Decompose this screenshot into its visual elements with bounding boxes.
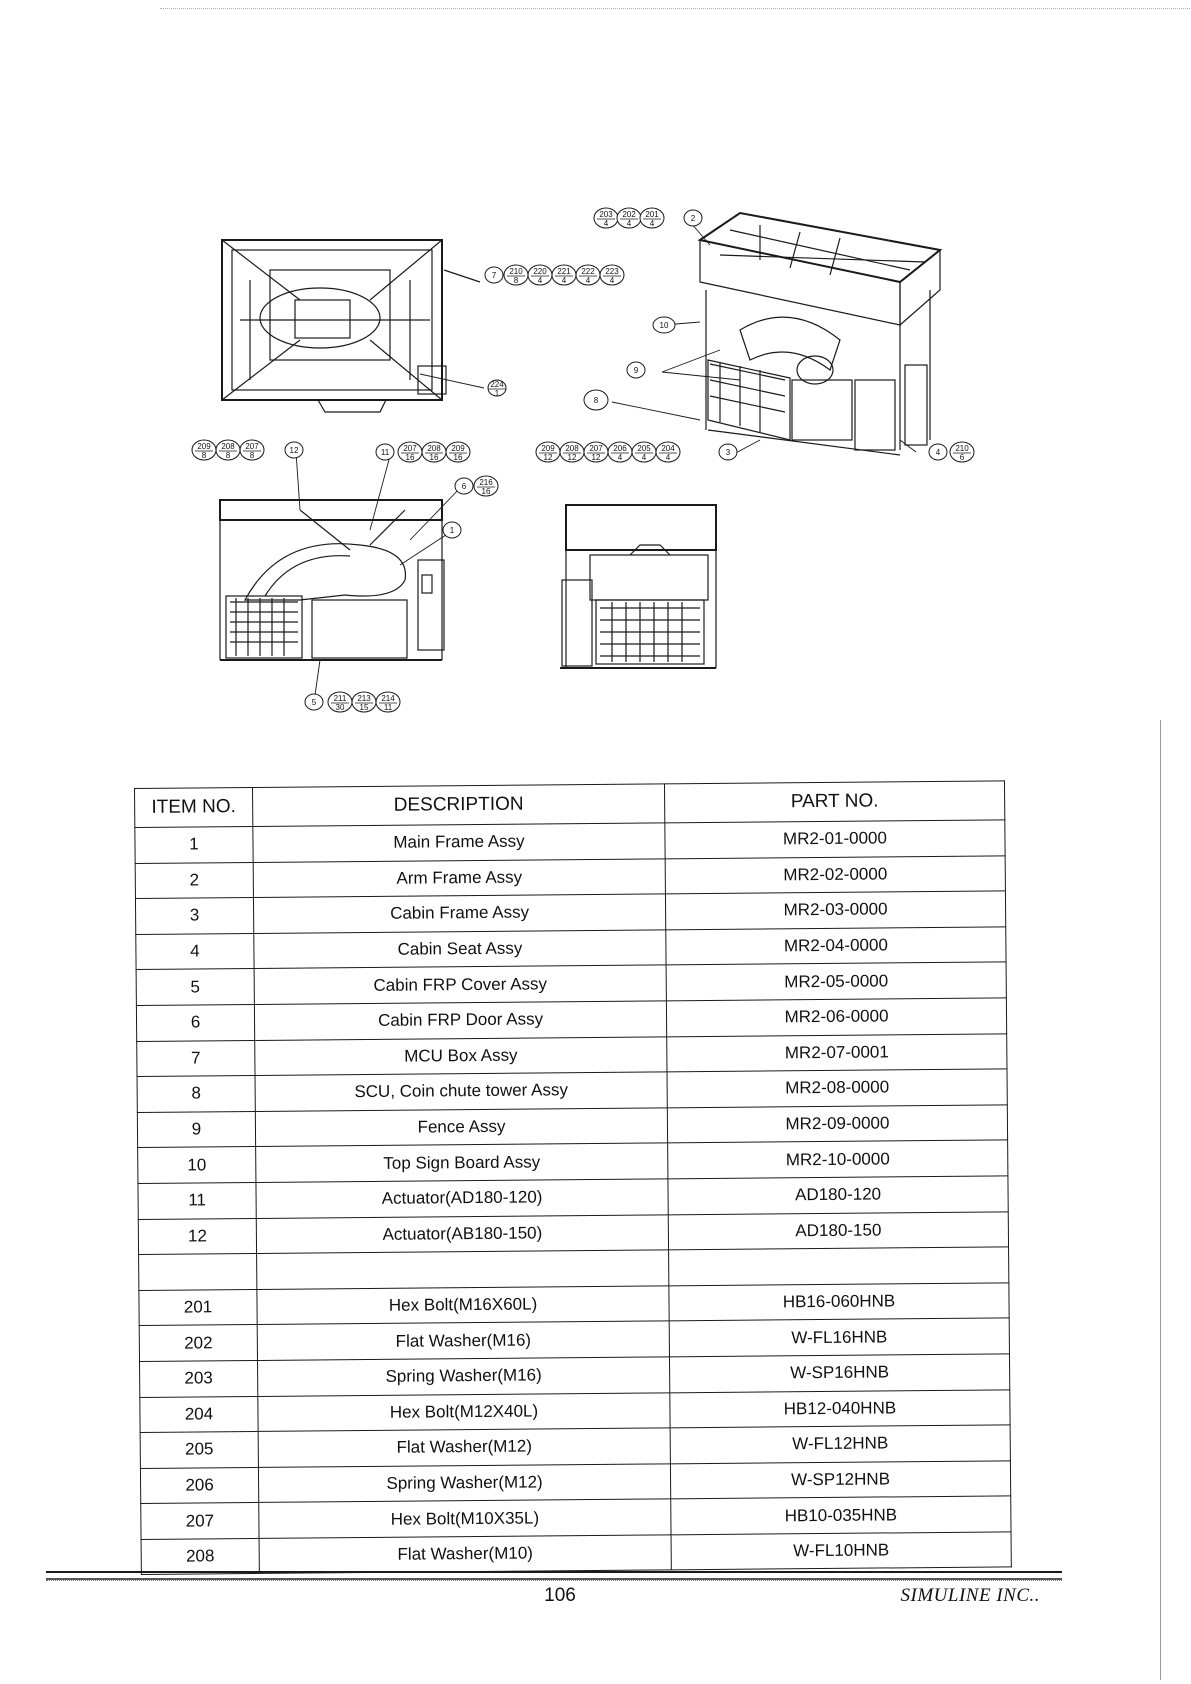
- cell-description: Flat Washer(M10): [259, 1535, 671, 1574]
- cell-item-no: 6: [136, 1004, 254, 1041]
- cell-part-no: HB12-040HNB: [670, 1389, 1010, 1428]
- cell-part-no: W-FL12HNB: [670, 1425, 1010, 1464]
- callout-number: 204: [661, 444, 675, 453]
- callout-quantity: 4: [641, 453, 647, 462]
- callout-number: 7: [491, 271, 497, 280]
- header-item-no: ITEM NO.: [135, 787, 253, 827]
- cell-part-no: [669, 1247, 1009, 1286]
- footer-rule: [46, 1571, 1062, 1580]
- cell-part-no: MR2-07-0001: [667, 1033, 1007, 1072]
- callout-quantity: 4: [649, 219, 655, 228]
- cell-description: Cabin FRP Cover Assy: [254, 965, 666, 1004]
- callout-quantity: 4: [561, 276, 567, 285]
- callout-number: 207: [245, 442, 259, 451]
- callout-number: 209: [197, 442, 211, 451]
- cell-part-no: MR2-06-0000: [666, 998, 1006, 1037]
- callout-number: 210: [955, 444, 969, 453]
- cell-part-no: MR2-03-0000: [665, 891, 1005, 930]
- callout-number: 4: [935, 448, 941, 457]
- cell-item-no: 12: [138, 1218, 256, 1255]
- callout-quantity: 8: [249, 451, 255, 460]
- cell-description: Cabin Seat Assy: [254, 930, 666, 969]
- cell-description: Fence Assy: [255, 1108, 667, 1147]
- cell-item-no: 3: [135, 898, 253, 935]
- callout-quantity: 12: [567, 453, 577, 462]
- cell-item-no: 1: [135, 826, 253, 863]
- callout-quantity: 15: [359, 703, 369, 712]
- callout-number: 9: [633, 366, 639, 375]
- callout-quantity: 16: [429, 453, 439, 462]
- callout-number: 211: [333, 694, 347, 703]
- cell-part-no: HB10-035HNB: [671, 1496, 1011, 1535]
- cell-item-no: 5: [136, 969, 254, 1006]
- cell-description: Main Frame Assy: [253, 823, 665, 862]
- cell-part-no: MR2-08-0000: [667, 1069, 1007, 1108]
- callout-quantity: 11: [383, 703, 393, 712]
- cell-part-no: HB16-060HNB: [669, 1283, 1009, 1322]
- callout-quantity: 4: [626, 219, 632, 228]
- exploded-assembly-drawing: [0, 0, 1191, 740]
- cell-description: MCU Box Assy: [255, 1036, 667, 1075]
- table-header-row: [135, 781, 1005, 828]
- cell-item-no: 207: [141, 1503, 259, 1540]
- cell-part-no: W-FL10HNB: [671, 1532, 1011, 1571]
- callout-number: 202: [622, 210, 636, 219]
- callout-number: 1: [449, 526, 455, 535]
- callout-number: 216: [479, 478, 493, 487]
- cell-description: Cabin FRP Door Assy: [254, 1001, 666, 1040]
- callout-quantity: 8: [225, 451, 231, 460]
- callout-quantity: 1: [494, 389, 500, 398]
- table-row: [141, 1532, 1011, 1575]
- cell-item-no: 2: [135, 862, 253, 899]
- cell-item-no: 205: [140, 1432, 258, 1469]
- cell-part-no: MR2-10-0000: [668, 1140, 1008, 1179]
- scan-margin-line: [1160, 720, 1161, 1680]
- callout-number: 223: [605, 267, 619, 276]
- callout-number: 3: [725, 448, 731, 457]
- callout-number: 220: [533, 267, 547, 276]
- callout-number: 209: [541, 444, 555, 453]
- cell-description: Hex Bolt(M12X40L): [258, 1392, 670, 1431]
- cell-item-no: [139, 1254, 257, 1291]
- callout-number: 208: [221, 442, 235, 451]
- callout-quantity: 4: [585, 276, 591, 285]
- callout-quantity: 30: [335, 703, 345, 712]
- header-part-no: PART NO.: [664, 781, 1004, 823]
- cell-item-no: 202: [139, 1325, 257, 1362]
- callout-number: 203: [599, 210, 613, 219]
- cell-item-no: 10: [138, 1147, 256, 1184]
- callout-quantity: 16: [481, 487, 491, 496]
- callout-number: 208: [427, 444, 441, 453]
- callout-number: 213: [357, 694, 371, 703]
- cell-item-no: 206: [140, 1467, 258, 1504]
- cell-part-no: W-SP12HNB: [670, 1461, 1010, 1500]
- cell-description: [257, 1250, 669, 1289]
- callout-number: 206: [613, 444, 627, 453]
- cell-part-no: AD180-120: [668, 1176, 1008, 1215]
- callout-quantity: 16: [405, 453, 415, 462]
- cell-item-no: 11: [138, 1182, 256, 1219]
- cell-description: Cabin Frame Assy: [253, 894, 665, 933]
- callout-quantity: 12: [591, 453, 601, 462]
- callout-number: 2: [690, 214, 696, 223]
- cell-item-no: 208: [141, 1538, 259, 1575]
- cell-part-no: MR2-05-0000: [666, 962, 1006, 1001]
- callout-number: 209: [451, 444, 465, 453]
- header-description: DESCRIPTION: [252, 784, 664, 827]
- callout-quantity: 8: [201, 451, 207, 460]
- cell-description: Arm Frame Assy: [253, 858, 665, 897]
- callout-number: 8: [593, 396, 599, 405]
- cell-description: Flat Washer(M12): [258, 1428, 670, 1467]
- callout-number: 11: [380, 448, 390, 457]
- callout-number: 221: [557, 267, 571, 276]
- callout-number: 207: [589, 444, 603, 453]
- cell-item-no: 8: [137, 1076, 255, 1113]
- callout-number: 222: [581, 267, 595, 276]
- front-view-figure: [220, 500, 444, 660]
- footer-rule-dotted: [46, 1580, 1062, 1581]
- callout-number: 6: [461, 482, 467, 491]
- callout-number: 208: [565, 444, 579, 453]
- callout-quantity: 8: [513, 276, 519, 285]
- cell-description: Spring Washer(M16): [257, 1357, 669, 1396]
- callout-number: 12: [289, 446, 299, 455]
- callout-quantity: 4: [609, 276, 615, 285]
- cell-description: SCU, Coin chute tower Assy: [255, 1072, 667, 1111]
- cell-description: Spring Washer(M12): [258, 1464, 670, 1503]
- cell-part-no: W-SP16HNB: [669, 1354, 1009, 1393]
- top-view-figure: [222, 240, 480, 412]
- side-view-figure: [560, 505, 716, 668]
- callout-quantity: 12: [543, 453, 553, 462]
- cell-part-no: MR2-09-0000: [667, 1105, 1007, 1144]
- parts-list-table: [134, 780, 1012, 1575]
- cell-part-no: MR2-01-0000: [665, 820, 1005, 859]
- callout-quantity: 4: [603, 219, 609, 228]
- cell-description: Actuator(AB180-150): [256, 1214, 668, 1253]
- callout-number: 10: [659, 321, 669, 330]
- callout-quantity: 16: [453, 453, 463, 462]
- cell-item-no: 201: [139, 1289, 257, 1326]
- cell-part-no: AD180-150: [668, 1211, 1008, 1250]
- cell-description: Top Sign Board Assy: [256, 1143, 668, 1182]
- callout-quantity: 6: [959, 453, 965, 462]
- cell-item-no: 204: [140, 1396, 258, 1433]
- cell-item-no: 203: [140, 1360, 258, 1397]
- cell-part-no: MR2-04-0000: [666, 927, 1006, 966]
- isometric-view-figure: [700, 213, 940, 455]
- cell-item-no: 4: [136, 933, 254, 970]
- cell-item-no: 7: [137, 1040, 255, 1077]
- cell-part-no: W-FL16HNB: [669, 1318, 1009, 1357]
- callout-number: 214: [381, 694, 395, 703]
- cell-description: Flat Washer(M16): [257, 1321, 669, 1360]
- callout-number: 205: [637, 444, 651, 453]
- callout-number: 224: [490, 380, 504, 389]
- callout-number: 207: [403, 444, 417, 453]
- callout-number: 5: [311, 698, 317, 707]
- callout-quantity: 4: [537, 276, 543, 285]
- callout-number: 210: [509, 267, 523, 276]
- callout-quantity: 4: [617, 453, 623, 462]
- callout-quantity: 4: [665, 453, 671, 462]
- cell-part-no: MR2-02-0000: [665, 855, 1005, 894]
- cell-description: Hex Bolt(M10X35L): [259, 1499, 671, 1538]
- page-number: 106: [544, 1585, 576, 1606]
- cell-item-no: 9: [137, 1111, 255, 1148]
- cell-description: Hex Bolt(M16X60L): [257, 1286, 669, 1325]
- callout-number: 201: [645, 210, 659, 219]
- company-name: SIMULINE INC..: [900, 1585, 1040, 1606]
- cell-description: Actuator(AD180-120): [256, 1179, 668, 1218]
